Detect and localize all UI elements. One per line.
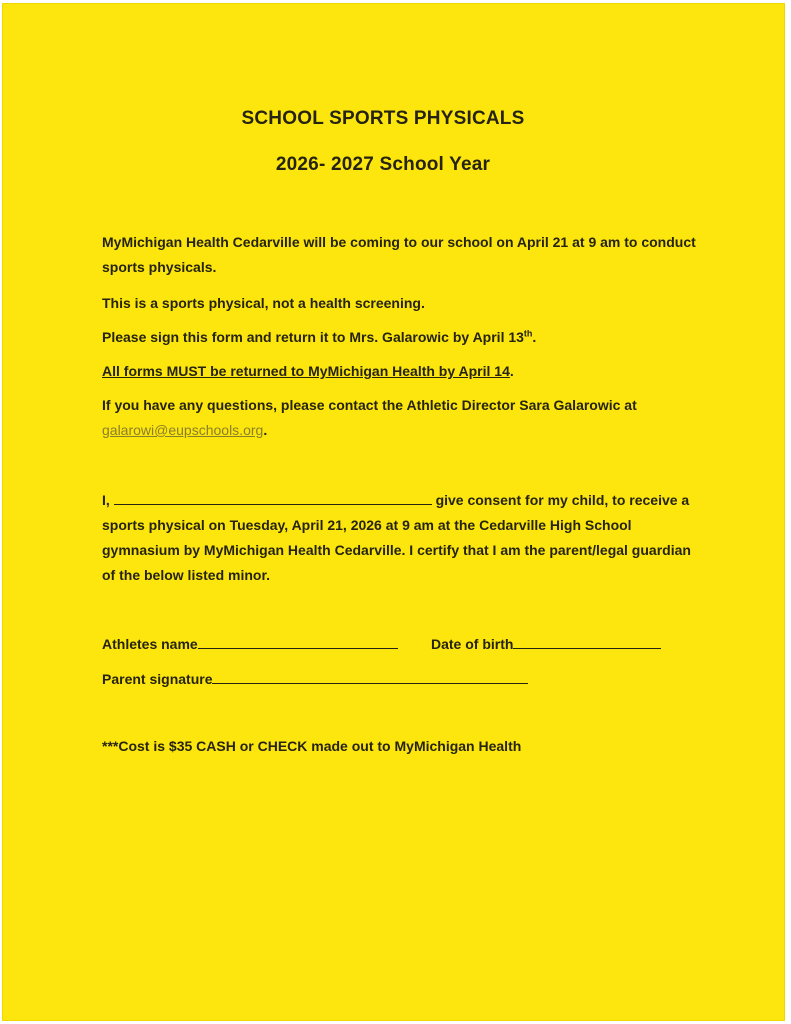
guardian-name-blank[interactable]: [114, 492, 432, 505]
contact-paragraph: If you have any questions, please contact the Athletic Director Sara Galarowic at galarowi@eupschools.org.: [102, 397, 637, 438]
dob-label: Date of birth: [431, 636, 514, 652]
school-year-subtitle: 2026- 2027 School Year: [275, 154, 491, 175]
dob-blank[interactable]: [513, 636, 661, 649]
email-link[interactable]: galarowi@eupschools.org: [102, 422, 264, 438]
page-title: SCHOOL SPORTS PHYSICALS: [241, 108, 525, 129]
signature-blank[interactable]: [212, 671, 528, 684]
cost-note: ***Cost is $35 CASH or CHECK made out to MyMichigan Health: [102, 738, 522, 754]
return-instructions: Please sign this form and return it to Mrs. Galarowic by April 13th.: [102, 328, 537, 345]
signature-row: [102, 668, 528, 690]
consent-paragraph: [102, 488, 692, 588]
consent-prefix: I,: [102, 492, 110, 508]
athlete-name-row: [102, 633, 398, 655]
physical-notice: This is a sports physical, not a health screening.: [102, 295, 425, 311]
flyer-page: [3, 4, 784, 1020]
signature-label: Parent signature: [102, 671, 213, 687]
visit-announcement: MyMichigan Health Cedarville will be coming to our school on April 21 at 9 am to conduct sports physicals.: [102, 234, 696, 275]
deadline-notice: All forms MUST be returned to MyMichigan Health by April 14.: [102, 363, 514, 379]
athlete-name-label: Athletes name: [102, 636, 198, 652]
consent-text: give consent for my child, to receive a sports physical on Tuesday, April 21, 2026 at 9 am at the Cedarville High School gymnasium by MyMichigan Health Cedarville. I certify that I am the parent/legal guardian of the below listed minor.: [102, 492, 691, 583]
athlete-name-blank[interactable]: [198, 636, 398, 649]
intro-paragraph: [102, 230, 702, 280]
dob-row: [431, 633, 661, 655]
